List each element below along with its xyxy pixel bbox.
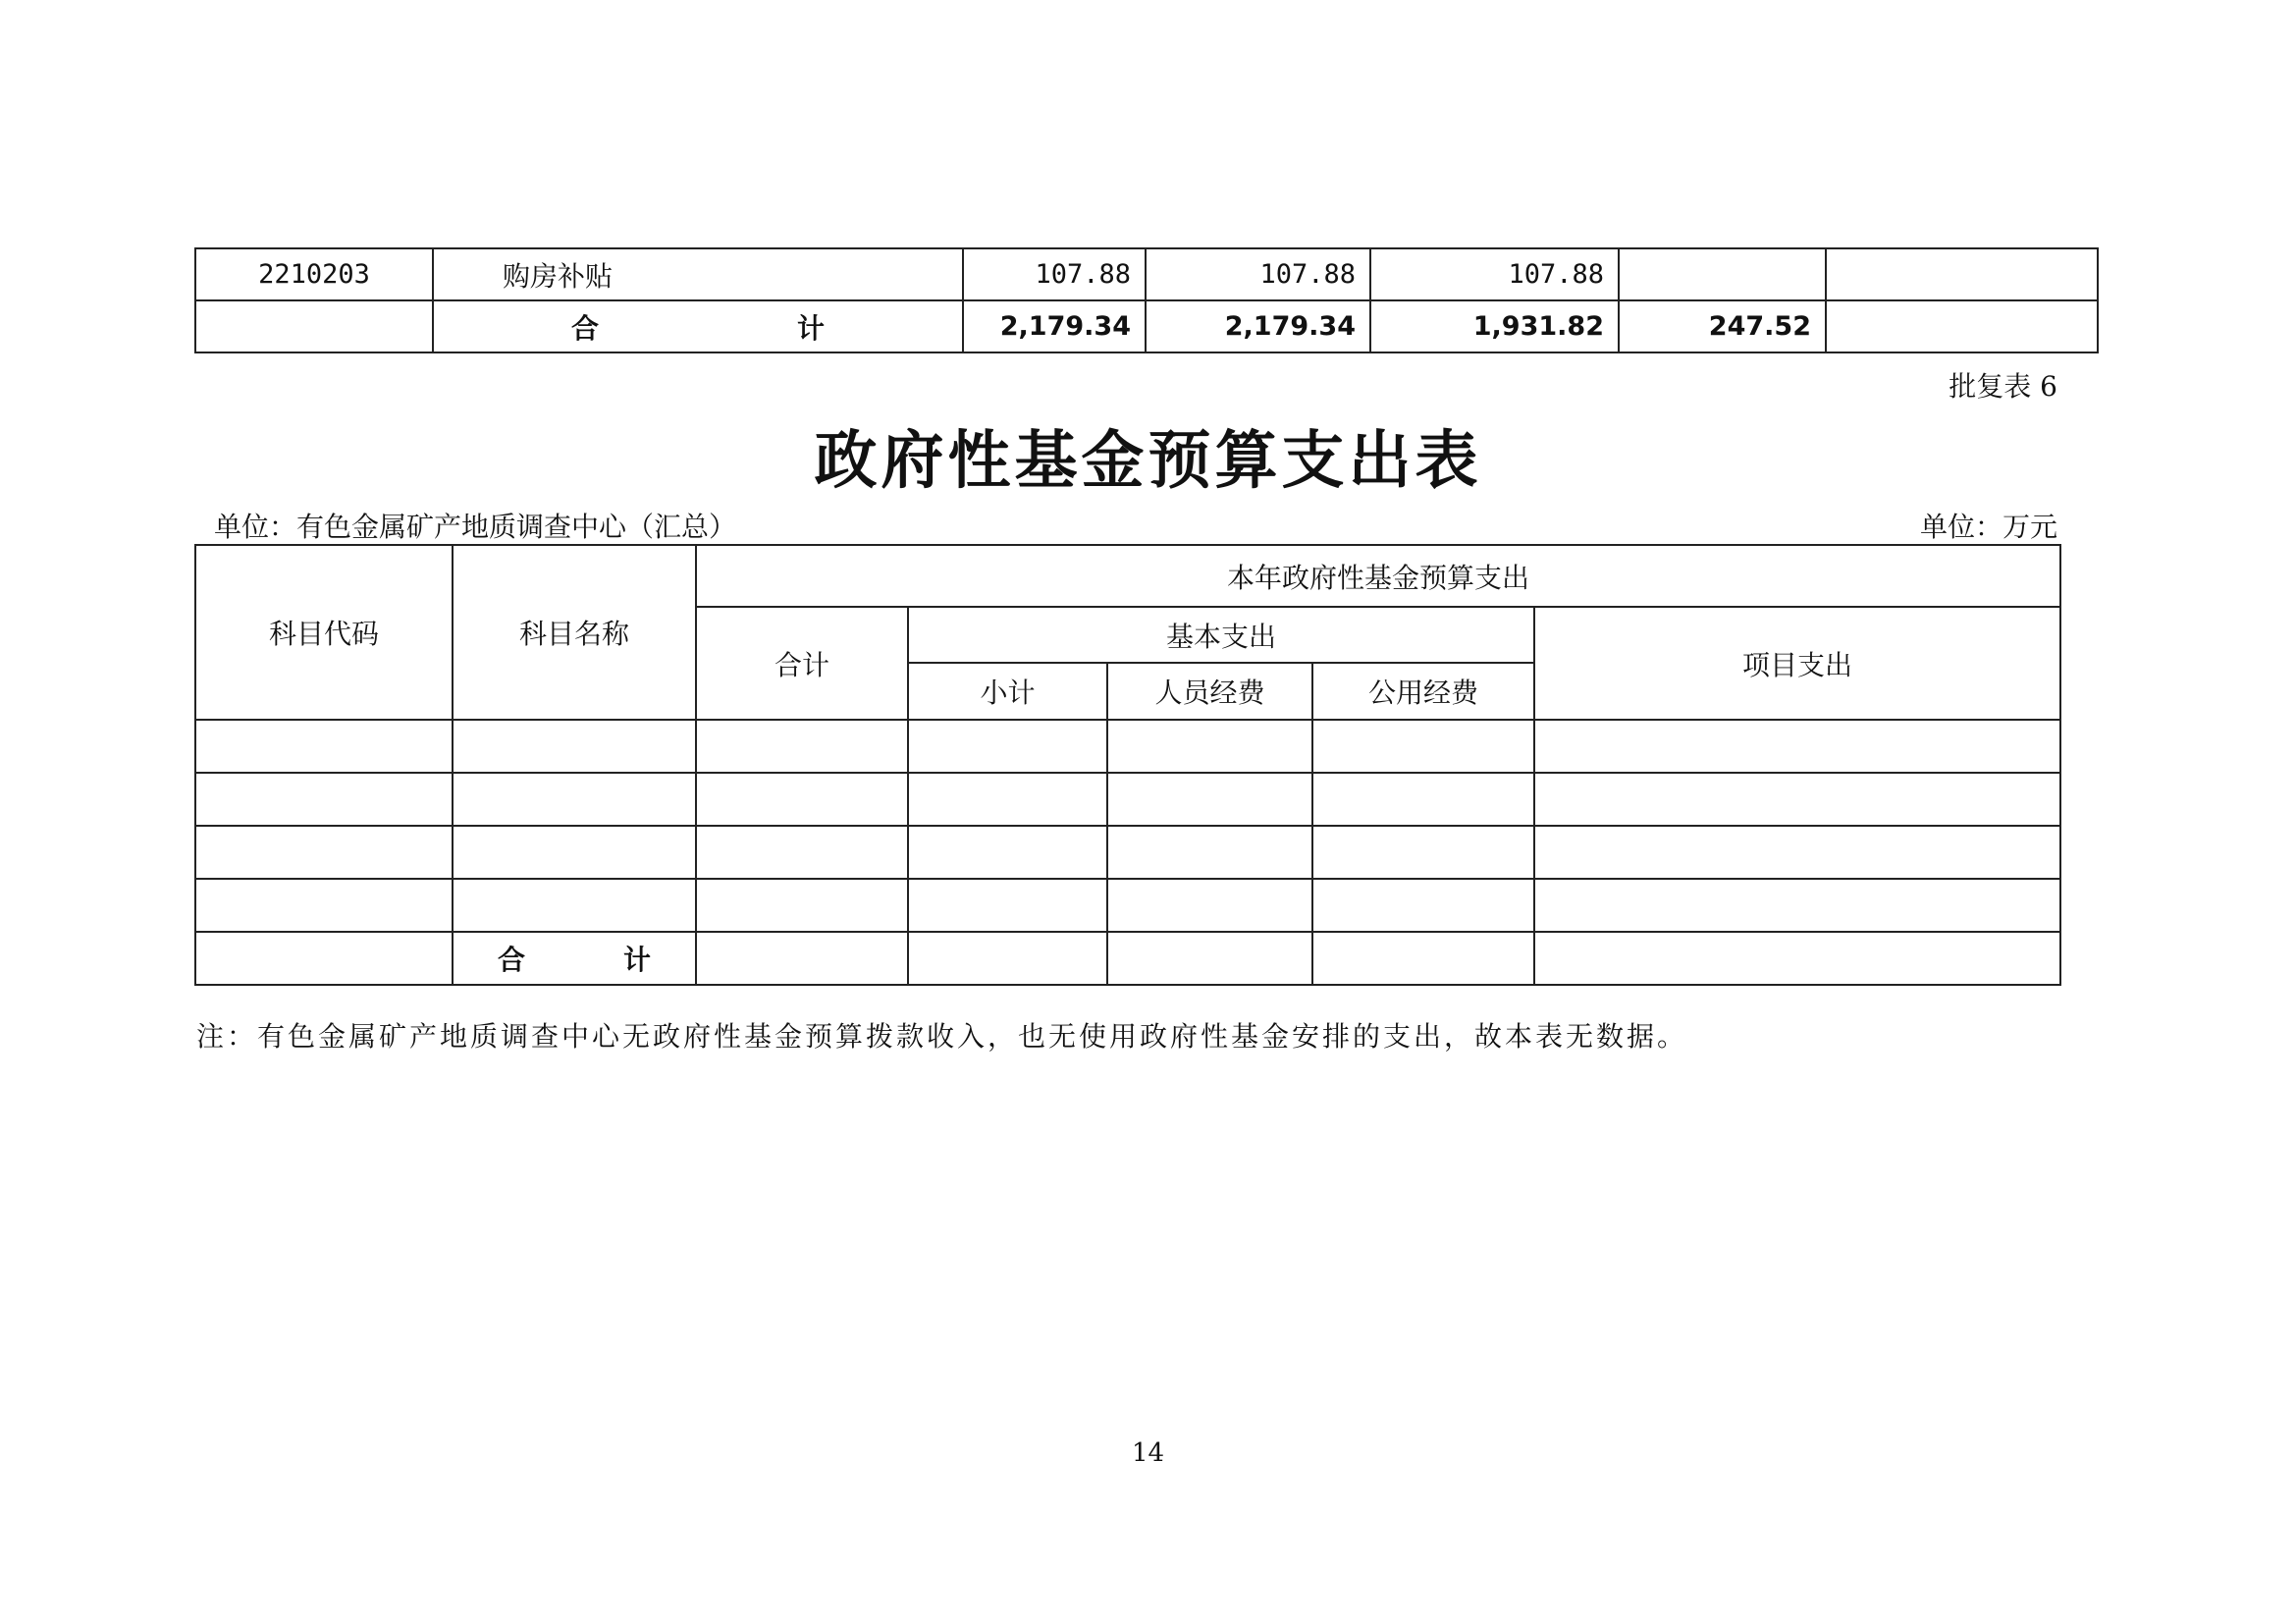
footnote: 注：有色金属矿产地质调查中心无政府性基金预算拨款收入，也无使用政府性基金安排的支出，故本表无数据。 xyxy=(196,1020,1688,1053)
header-subject-code: 科目代码 xyxy=(195,545,453,720)
empty-cell xyxy=(696,932,908,985)
empty-cell xyxy=(1534,932,2060,985)
empty-cell xyxy=(696,773,908,826)
empty-cell xyxy=(195,720,453,773)
empty-cell xyxy=(1534,826,2060,879)
header-subtotal: 小计 xyxy=(908,663,1107,720)
empty-cell xyxy=(908,826,1107,879)
subject-code-cell: 2210203 xyxy=(195,248,433,300)
value-cell: 107.88 xyxy=(1370,248,1619,300)
total-label-cell xyxy=(433,300,963,352)
empty-cell xyxy=(195,826,453,879)
total-value-cell: 1,931.82 xyxy=(1370,300,1619,352)
total-label-left: 合 xyxy=(498,944,526,976)
total-value-cell xyxy=(1826,300,2098,352)
approval-number: 批复表 6 xyxy=(1949,370,2057,403)
total-row xyxy=(195,932,2060,985)
empty-cell xyxy=(453,720,696,773)
empty-cell xyxy=(195,932,453,985)
header-subject-name: 科目名称 xyxy=(453,545,696,720)
table-row xyxy=(195,720,2060,773)
empty-cell xyxy=(1312,720,1534,773)
empty-cell xyxy=(1312,932,1534,985)
empty-cell xyxy=(696,879,908,932)
empty-cell xyxy=(1107,932,1312,985)
empty-cell xyxy=(1534,773,2060,826)
header-public: 公用经费 xyxy=(1312,663,1534,720)
value-cell: 107.88 xyxy=(963,248,1146,300)
empty-cell xyxy=(195,879,453,932)
empty-cell xyxy=(696,826,908,879)
empty-cell xyxy=(1107,879,1312,932)
empty-cell xyxy=(1534,720,2060,773)
header-basic: 基本支出 xyxy=(908,607,1534,663)
value-cell xyxy=(1826,248,2098,300)
empty-cell xyxy=(1312,773,1534,826)
page-title: 政府性基金预算支出表 xyxy=(814,425,1482,498)
header-group: 本年政府性基金预算支出 xyxy=(696,545,2060,607)
header-total: 合计 xyxy=(696,607,908,720)
empty-cell xyxy=(453,879,696,932)
empty-cell xyxy=(453,773,696,826)
empty-cell xyxy=(908,932,1107,985)
total-value-cell: 247.52 xyxy=(1619,300,1826,352)
table-row xyxy=(195,826,2060,879)
total-label-right: 计 xyxy=(796,311,825,345)
table-row xyxy=(195,248,2098,300)
subject-name-cell: 购房补贴 xyxy=(433,248,963,300)
total-label-cell xyxy=(453,932,696,985)
reporting-unit: 单位：有色金属矿产地质调查中心（汇总） xyxy=(214,511,737,543)
empty-cell xyxy=(1107,720,1312,773)
total-label-left: 合 xyxy=(571,311,600,345)
value-cell xyxy=(1619,248,1826,300)
empty-cell xyxy=(1312,879,1534,932)
empty-cell xyxy=(908,720,1107,773)
empty-cell xyxy=(908,879,1107,932)
empty-cell xyxy=(1107,826,1312,879)
header-personnel: 人员经费 xyxy=(1107,663,1312,720)
empty-cell xyxy=(453,826,696,879)
currency-unit: 单位：万元 xyxy=(1919,511,2057,543)
total-row xyxy=(195,300,2098,352)
value-cell: 107.88 xyxy=(1146,248,1370,300)
page-number: 14 xyxy=(1131,1438,1165,1468)
total-value-cell: 2,179.34 xyxy=(1146,300,1370,352)
empty-cell xyxy=(1534,879,2060,932)
empty-cell xyxy=(195,300,433,352)
carryover-table xyxy=(194,247,2099,353)
table-row xyxy=(195,773,2060,826)
header-row xyxy=(195,545,2060,607)
empty-cell xyxy=(696,720,908,773)
table-row xyxy=(195,879,2060,932)
header-project: 项目支出 xyxy=(1534,607,2060,720)
fund-expenditure-table xyxy=(194,544,2061,986)
total-value-cell: 2,179.34 xyxy=(963,300,1146,352)
total-label-right: 计 xyxy=(622,944,651,976)
empty-cell xyxy=(1107,773,1312,826)
empty-cell xyxy=(1312,826,1534,879)
empty-cell xyxy=(195,773,453,826)
empty-cell xyxy=(908,773,1107,826)
